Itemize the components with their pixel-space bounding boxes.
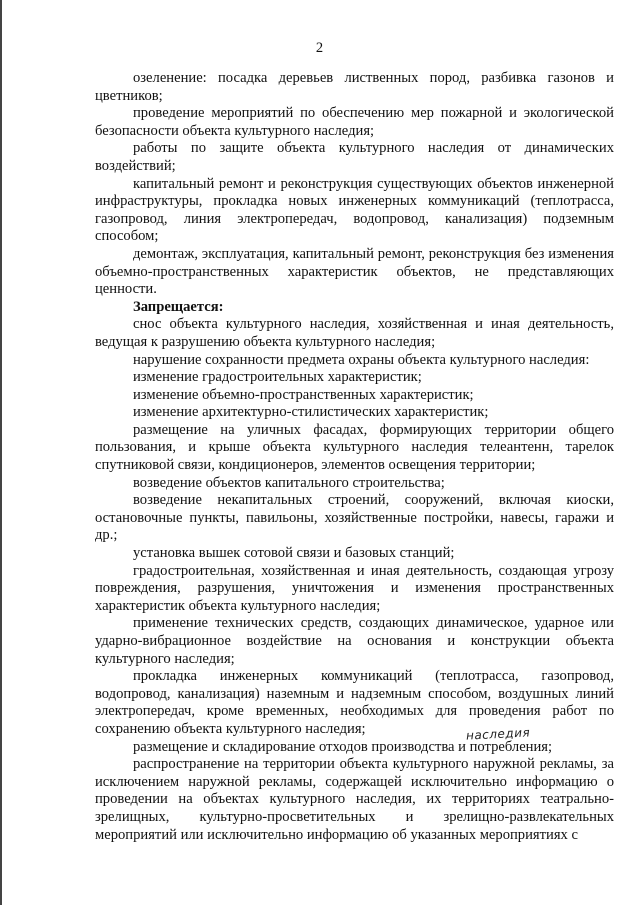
- paragraph: снос объекта культурного наследия, хозяйственная и иная деятельность, ведущая к разрушению объекта культурного наследия;: [95, 316, 614, 350]
- document-body: [95, 70, 614, 844]
- page-edge-line: [0, 0, 2, 905]
- paragraph: капитальный ремонт и реконструкция существующих объектов инженерной инфраструктуры, прокладка новых инженерных коммуникаций (теплотрасса, газопровод, линия электропередач, водопровод, канализация) подземным способом;: [95, 175, 614, 245]
- paragraph: возведение объектов капитального строительства;: [133, 474, 445, 491]
- paragraph: озеленение: посадка деревьев лиственных пород, разбивка газонов и цветников;: [95, 70, 614, 104]
- paragraph: изменение градостроительных характеристик;: [133, 369, 422, 386]
- paragraph: изменение объемно-пространственных характеристик;: [133, 386, 474, 403]
- paragraph: работы по защите объекта культурного наследия от динамических воздействий;: [95, 140, 614, 174]
- paragraph: прокладка инженерных коммуникаций (теплотрасса, газопровод, водопровод, канализация) наземным и надземным способом, воздушных линий электропередач, кроме временных, необходимых для проведения работ по сохранению объекта культурного наследия;: [95, 668, 614, 737]
- paragraph: распространение на территории объекта культурного наружной рекламы, за исключением наружной рекламы, содержащей исключительно информацию о проведении на объектах культурного наследия, их территориях театрально-зрелищных, культурно-просветительных и зрелищно-развлекательных мероприятий или исключительно информацию об указанных мероприятиях с: [95, 756, 614, 843]
- paragraph: размещение на уличных фасадах, формирующих территории общего пользования, и крыше объекта культурного наследия телеантенн, тарелок спутниковой связи, кондиционеров, элементов освещения территории;: [95, 421, 614, 474]
- paragraph: размещение и складирование отходов производства и потребления;: [133, 738, 553, 755]
- paragraph: градостроительная, хозяйственная и иная деятельность, создающая угрозу повреждения, разрушения, уничтожения и изменения пространственных характеристик объекта культурного наследия;: [95, 562, 614, 614]
- paragraph: нарушение сохранности предмета охраны объекта культурного наследия:: [133, 351, 590, 368]
- page-number: 2: [315, 40, 324, 56]
- section-heading-prohibited: Запрещается:: [133, 298, 224, 315]
- paragraph: демонтаж, эксплуатация, капитальный ремонт, реконструкция без изменения объемно-пространственных характеристик объектов, не представляющих ценности.: [95, 245, 614, 298]
- paragraph: применение технических средств, создающих динамическое, ударное или ударно-вибрационное воздействие на основания и конструкции объекта культурного наследия;: [95, 615, 614, 667]
- handwritten-annotation: наследия: [465, 725, 531, 743]
- paragraph: изменение архитектурно-стилистических характеристик;: [133, 404, 489, 421]
- paragraph: возведение некапитальных строений, сооружений, включая киоски, остановочные пункты, павильоны, хозяйственные постройки, навесы, гаражи и др.;: [95, 492, 614, 544]
- paragraph: проведение мероприятий по обеспечению мер пожарной и экологической безопасности объекта культурного наследия;: [95, 105, 614, 139]
- paragraph: установка вышек сотовой связи и базовых станций;: [133, 545, 455, 562]
